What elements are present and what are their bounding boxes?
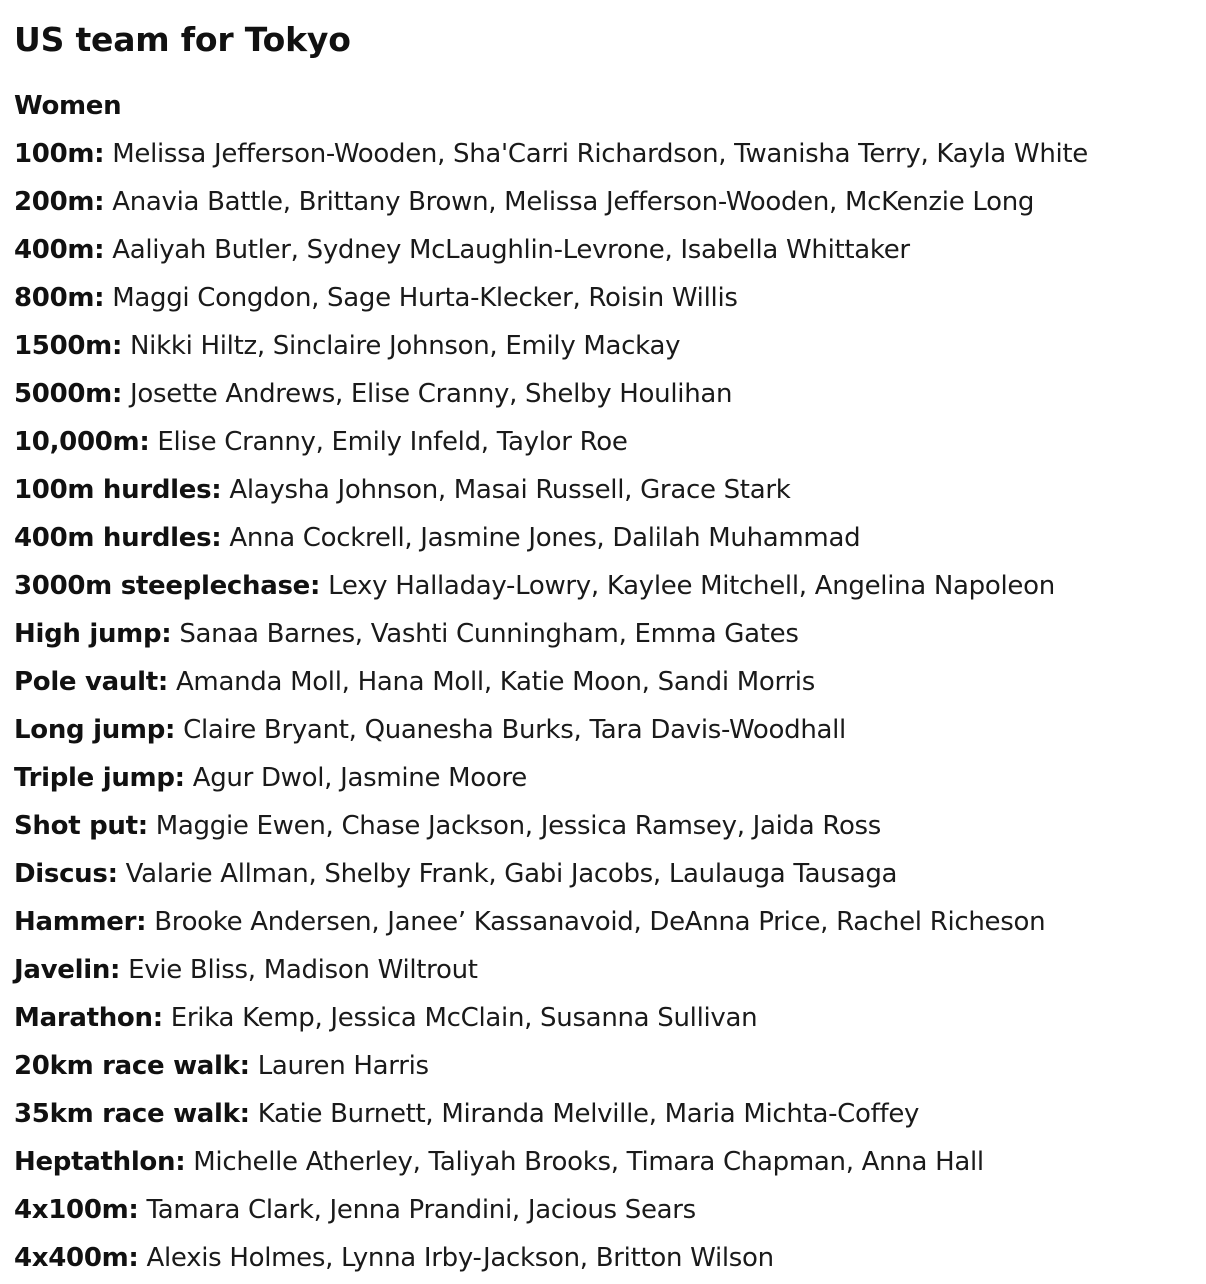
event-row — [14, 658, 1088, 706]
athlete-names: Alaysha Johnson, Masai Russell, Grace Stark — [229, 475, 791, 505]
event-row — [14, 274, 1088, 322]
event-row — [14, 754, 1088, 802]
athlete-names: Anavia Battle, Brittany Brown, Melissa Jefferson-Wooden, McKenzie Long — [112, 187, 1035, 217]
event-name: Shot put: — [14, 811, 148, 841]
athlete-names: Lexy Halladay-Lowry, Kaylee Mitchell, Angelina Napoleon — [328, 571, 1055, 601]
event-row — [14, 226, 1088, 274]
event-name: 100m: — [14, 139, 105, 169]
event-name: 20km race walk: — [14, 1051, 250, 1081]
event-row — [14, 178, 1088, 226]
event-name: 3000m steeplechase: — [14, 571, 321, 601]
athlete-names: Agur Dwol, Jasmine Moore — [192, 763, 527, 793]
event-row — [14, 802, 1088, 850]
athlete-names: Elise Cranny, Emily Infeld, Taylor Roe — [157, 427, 628, 457]
event-name: 10,000m: — [14, 427, 150, 457]
section-heading-women: Women — [14, 91, 122, 121]
athlete-names: Melissa Jefferson-Wooden, Sha'Carri Richardson, Twanisha Terry, Kayla White — [112, 139, 1089, 169]
event-name: 1500m: — [14, 331, 123, 361]
event-row — [14, 370, 1088, 418]
event-row — [14, 1090, 1088, 1138]
event-name: Discus: — [14, 859, 118, 889]
athlete-names: Claire Bryant, Quanesha Burks, Tara Davis-Woodhall — [183, 715, 846, 745]
event-row — [14, 1234, 1088, 1282]
event-row — [14, 706, 1088, 754]
event-row — [14, 514, 1088, 562]
athlete-names: Sanaa Barnes, Vashti Cunningham, Emma Gates — [179, 619, 799, 649]
athlete-names: Michelle Atherley, Taliyah Brooks, Timara Chapman, Anna Hall — [193, 1147, 984, 1177]
athlete-names: Lauren Harris — [257, 1051, 429, 1081]
event-name: Triple jump: — [14, 763, 185, 793]
event-row — [14, 1138, 1088, 1186]
athlete-names: Alexis Holmes, Lynna Irby-Jackson, Britton Wilson — [146, 1243, 774, 1273]
event-name: 4x100m: — [14, 1195, 139, 1225]
event-name: 100m hurdles: — [14, 475, 222, 505]
athlete-names: Nikki Hiltz, Sinclaire Johnson, Emily Mackay — [130, 331, 681, 361]
event-row — [14, 1186, 1088, 1234]
event-name: 800m: — [14, 283, 105, 313]
event-row — [14, 322, 1088, 370]
event-row — [14, 898, 1088, 946]
page-title: US team for Tokyo — [14, 20, 351, 59]
event-name: Long jump: — [14, 715, 176, 745]
event-name: 4x400m: — [14, 1243, 139, 1273]
event-row — [14, 1042, 1088, 1090]
event-row — [14, 466, 1088, 514]
athlete-names: Evie Bliss, Madison Wiltrout — [128, 955, 478, 985]
event-list — [14, 130, 1088, 1282]
athlete-names: Brooke Andersen, Janee’ Kassanavoid, DeAnna Price, Rachel Richeson — [154, 907, 1046, 937]
event-name: Heptathlon: — [14, 1147, 186, 1177]
event-row — [14, 562, 1088, 610]
athlete-names: Maggie Ewen, Chase Jackson, Jessica Ramsey, Jaida Ross — [155, 811, 882, 841]
event-name: Pole vault: — [14, 667, 168, 697]
event-name: 400m: — [14, 235, 105, 265]
event-name: Javelin: — [14, 955, 121, 985]
event-name: Marathon: — [14, 1003, 163, 1033]
event-row — [14, 994, 1088, 1042]
athlete-names: Valarie Allman, Shelby Frank, Gabi Jacobs, Laulauga Tausaga — [125, 859, 898, 889]
event-name: 400m hurdles: — [14, 523, 222, 553]
event-row — [14, 610, 1088, 658]
athlete-names: Maggi Congdon, Sage Hurta-Klecker, Roisin Willis — [112, 283, 738, 313]
event-name: High jump: — [14, 619, 172, 649]
athlete-names: Aaliyah Butler, Sydney McLaughlin-Levrone, Isabella Whittaker — [112, 235, 910, 265]
athlete-names: Erika Kemp, Jessica McClain, Susanna Sullivan — [170, 1003, 758, 1033]
event-row — [14, 418, 1088, 466]
event-name: Hammer: — [14, 907, 147, 937]
athlete-names: Katie Burnett, Miranda Melville, Maria Michta-Coffey — [257, 1099, 920, 1129]
event-name: 35km race walk: — [14, 1099, 250, 1129]
event-name: 200m: — [14, 187, 105, 217]
event-name: 5000m: — [14, 379, 123, 409]
event-row — [14, 850, 1088, 898]
athlete-names: Anna Cockrell, Jasmine Jones, Dalilah Muhammad — [229, 523, 861, 553]
event-row — [14, 946, 1088, 994]
athlete-names: Amanda Moll, Hana Moll, Katie Moon, Sandi Morris — [175, 667, 815, 697]
athlete-names: Tamara Clark, Jenna Prandini, Jacious Sears — [146, 1195, 696, 1225]
event-row — [14, 130, 1088, 178]
athlete-names: Josette Andrews, Elise Cranny, Shelby Houlihan — [130, 379, 733, 409]
